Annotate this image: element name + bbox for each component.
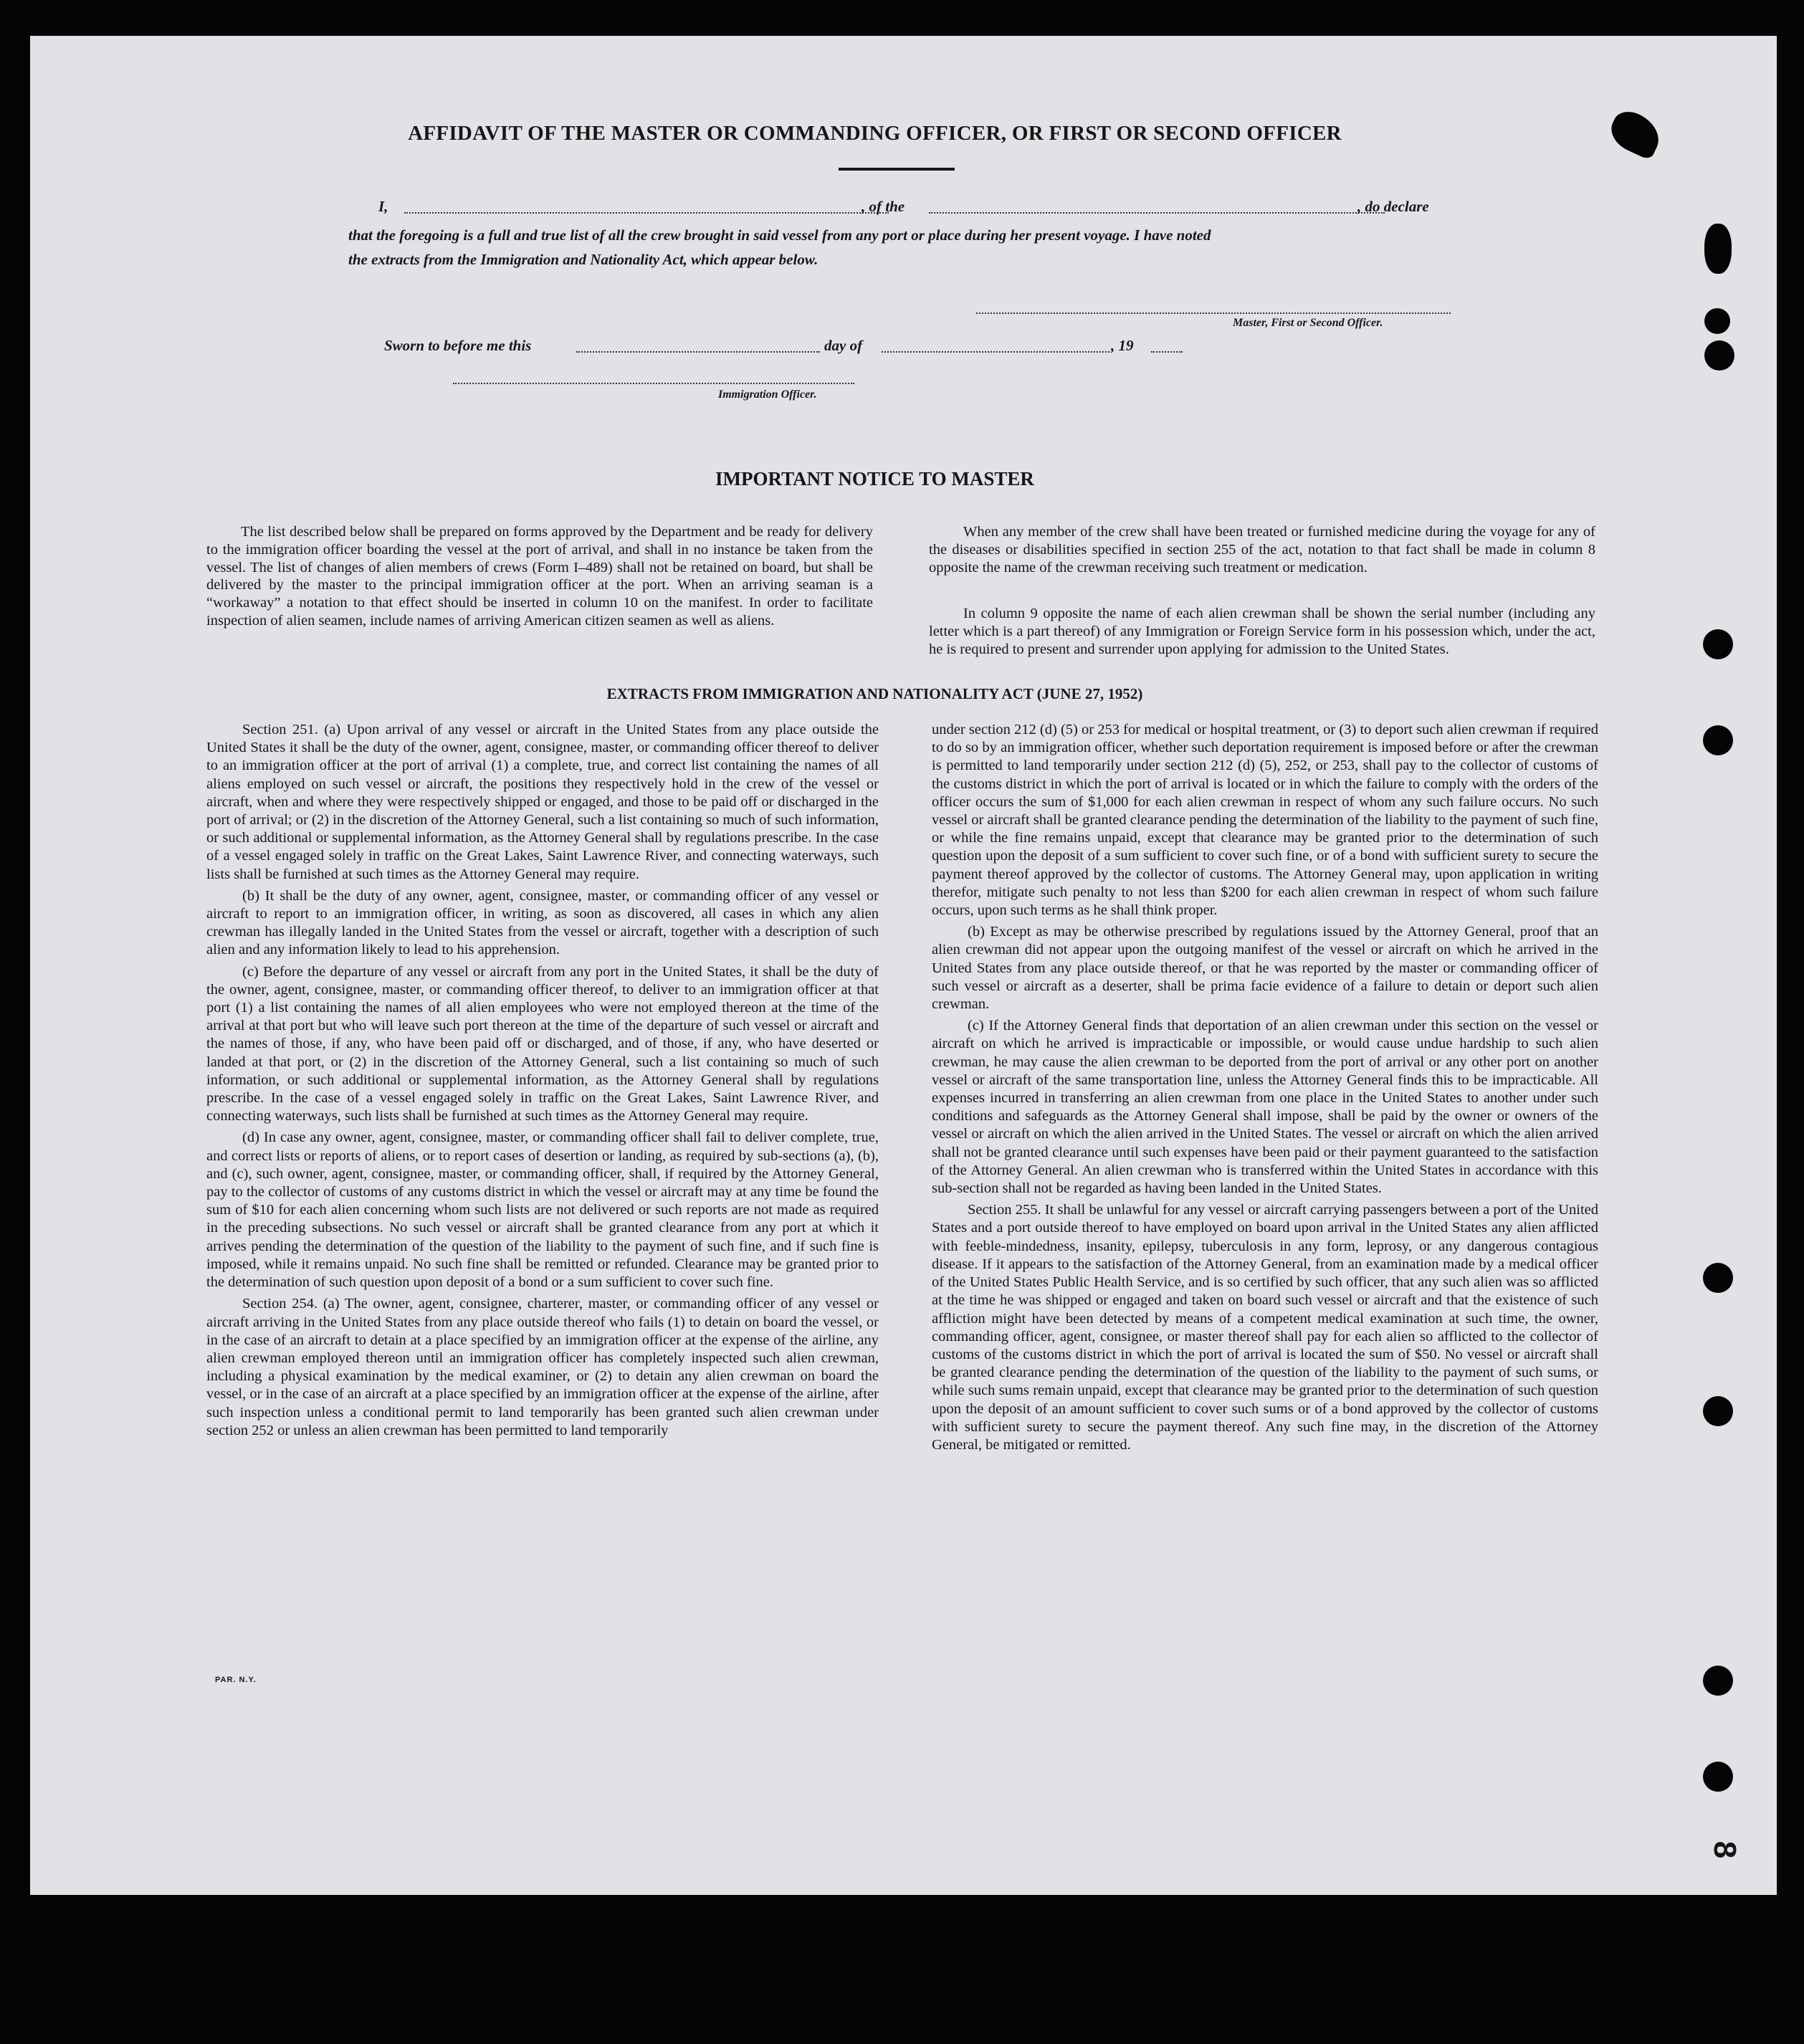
punch-hole bbox=[1704, 308, 1730, 334]
section-251-b: (b) It shall be the duty of any owner, agent, consignee, master, or commanding officer of any vessel or aircraft to report to an immigration officer, in writing, as soon as discovered, all cases in which any alien crewman has illegally landed in the United States from the vessel or aircraft, together with a description of such alien and any information likely to lead to his apprehension. bbox=[206, 887, 879, 958]
title-rule bbox=[839, 168, 955, 171]
section-254-a-continued: under section 212 (d) (5) or 253 for medical or hospital treatment, or (3) to deport such alien crewman if required to do so by an immigration officer, whether such deportation requirement is imposed before or after the crewman is permitted to land temporarily under section 212 (d) (5), 252, or 253, shall pay to the collector of customs of the customs district in which the port of arrival is located or in which the failure to comply with the orders of the officer occurs the sum of $1,000 for each alien crewman in respect of whom any such failure occurs. No such vessel or aircraft shall be granted clearance pending the determination of the liability to the payment of such fine, or while the fine remains unpaid, except that clearance may be granted prior to the determination of such question upon the deposit of a sum sufficient to cover such fine, or of a bond with sufficient surety to secure the payment thereof approved by the collector of customs. The Attorney General may, upon application in writing therefor, mitigate such penalty to not less than $200 for each alien crewman in respect of whom such failure occurs, upon such terms as he shall think proper. bbox=[932, 722, 1598, 919]
page-number: 8 bbox=[1707, 1840, 1743, 1859]
document-page bbox=[30, 36, 1777, 1895]
name-blank[interactable] bbox=[404, 212, 889, 214]
notice-right-paragraph-2: In column 9 opposite the name of each alien crewman shall be shown the serial number (including any letter which is a part thereof) of any Immigration or Foreign Service form in his possession which, under the act, he is required to present and surrender upon applying for admission to the United States. bbox=[929, 606, 1595, 657]
officer-signature-label: Immigration Officer. bbox=[718, 388, 817, 401]
punch-hole bbox=[1703, 1762, 1733, 1792]
master-signature-blank[interactable] bbox=[976, 312, 1451, 314]
extracts-title: EXTRACTS FROM IMMIGRATION AND NATIONALITY ACT (JUNE 27, 1952) bbox=[606, 685, 1143, 702]
do-declare-label: , do declare bbox=[1357, 198, 1429, 215]
notice-left-paragraph: The list described below shall be prepared on forms approved by the Department and be ready for delivery to the immigration officer boarding the vessel at the port of arrival, and shall in no instance be taken from the vessel. The list of changes of alien members of crews (Form I–489) shall not be retained on board, but shall be delivered by the master to the principal immigration officer at the port. When an arriving seaman is a “workaway” a notation to that effect should be inserted in column 10 on the manifest. In order to facilitate inspection of alien seamen, include names of arriving American citizen seamen as well as aliens. bbox=[206, 524, 873, 629]
section-254-c: (c) If the Attorney General finds that deportation of an alien crewman under this section on the vessel or aircraft on which he arrived is impracticable or impossible, or would cause undue hardship to such alien crewman, he may cause the alien crewman to be deported from the port of arrival or any other port on another vessel or aircraft of the same transportation line, unless the Attorney General finds this to be impracticable. All expenses incurred in transferring an alien crewman from one place in the United States to another under such conditions and safeguards as the Attorney General shall impose, shall be paid by the owner or owners of the vessel or aircraft on which the alien arrived in the United States. The vessel or aircraft on which the alien arrived shall not be granted clearance until such expenses have been paid or their payment guaranteed to the satisfaction of the Attorney General. An alien crewman who is transferred within the United States in accordance with this sub-section shall not be regarded as having been landed in the United States. bbox=[932, 1018, 1598, 1197]
punch-hole bbox=[1703, 1666, 1733, 1696]
affidavit-title: AFFIDAVIT OF THE MASTER OR COMMANDING OFFICER, OR FIRST OR SECOND OFFICER bbox=[408, 122, 1342, 145]
notice-title: IMPORTANT NOTICE TO MASTER bbox=[715, 468, 1034, 489]
punch-hole bbox=[1703, 725, 1733, 755]
section-255: Section 255. It shall be unlawful for any vessel or aircraft carrying passengers between a port of the United States and a port outside thereof to have employed on board upon arrival in the United States any alien afflicted with feeble-mindedness, insanity, epilepsy, tuberculosis in any form, leprosy, or any dangerous contagious disease. If it appears to the satisfaction of the Attorney General, from an examination made by a medical officer of the United States Public Health Service, and is so certified by such officer, that any such alien was so afflicted at the time he was shipped or engaged and taken on board such vessel or aircraft and that the existence of such affliction might have been detected by means of a competent medical examination at such time, the owner, commanding officer, agent, consignee, or master thereof shall pay for each alien so afflicted to the collector of customs of the customs district in which the port of arrival is located the sum of $50. No vessel or aircraft shall be granted clearance pending the determination of the question of the liability to the payment of such sums, or while such sums remain unpaid, except that clearance may be granted prior to the determination of such question upon the deposit of an amount sufficient to cover such sums or of a bond approved by the collector of customs with sufficient surety to secure the payment thereof. Any such fine may, in the discretion of the Attorney General, be mitigated or remitted. bbox=[932, 1202, 1598, 1453]
section-254-a: Section 254. (a) The owner, agent, consignee, charterer, master, or commanding officer of any vessel or aircraft arriving in the United States from any place outside thereof who fails (1) to detain on board the vessel, or in the case of an aircraft to detain at a place specified by an immigration officer at the expense of the airline, any alien crewman employed thereon until an immigration officer has completely inspected such alien crewman, including a physical examination by the medical examiner, or (2) to detain any alien crewman on board the vessel, or in the case of an aircraft at a place specified by an immigration officer at the expense of the airline, after such inspection unless a conditional permit to land temporarily has been granted such alien crewman under section 252 or unless an alien crewman has been permitted to land temporarily bbox=[206, 1296, 879, 1438]
declaration-line-2: the extracts from the Immigration and Nationality Act, which appear below. bbox=[348, 251, 819, 268]
section-254-b: (b) Except as may be otherwise prescribed by regulations issued by the Attorney General, proof that an alien crewman did not appear upon the outgoing manifest of the vessel or aircraft on which he arrived in the United States from any place outside thereof, or that he was reported by the master or commanding officer of such vessel or aircraft as a deserter, shall be prima facie evidence of a failure to detain or deport such alien crewman. bbox=[932, 924, 1598, 1013]
extracts-left-column bbox=[206, 721, 879, 1443]
year-label: , 19 bbox=[1111, 337, 1134, 354]
i-label: I, bbox=[378, 198, 388, 215]
punch-hole bbox=[1703, 1263, 1733, 1293]
punch-hole bbox=[1704, 340, 1734, 371]
punch-hole bbox=[1704, 224, 1732, 274]
day-of-label: day of bbox=[824, 337, 863, 354]
officer-signature-blank[interactable] bbox=[453, 383, 854, 384]
sworn-label: Sworn to before me this bbox=[384, 337, 532, 354]
declaration-line-1: that the foregoing is a full and true list of all the crew brought in said vessel from any port or place during her present voyage. I have noted bbox=[348, 226, 1211, 244]
extracts-right-column bbox=[932, 721, 1598, 1458]
printer-mark: PAR. N.Y. bbox=[215, 1676, 257, 1684]
notice-right-paragraph-1: When any member of the crew shall have been treated or furnished medicine during the voyage for any of the diseases or disabilities specified in section 255 of the act, notation to that fact shall be made in column 8 opposite the name of the crewman receiving such treatment or medication. bbox=[929, 524, 1595, 576]
sworn-day-blank[interactable] bbox=[576, 351, 820, 353]
section-251-d: (d) In case any owner, agent, consignee, master, or commanding officer shall fail to deliver complete, true, and correct lists or reports of aliens, or to report cases of desertion or landing, as required by sub-sections (a), (b), and (c), such owner, agent, consignee, master, or commanding officer, shall, if required by the Attorney General, pay to the collector of customs of any customs district in which the vessel or aircraft may at any time be found the sum of $10 for each alien concerning whom such lists are not delivered or such reports are not made as required in the preceding subsections. No such vessel or aircraft shall be granted clearance from any port at which it arrives pending the determination of the question of the liability to the payment of such fine, and if such fine is imposed, while it remains unpaid. No such fine shall be remitted or refunded. Clearance may be granted prior to the determination of such question upon deposit of a bond or a sum sufficient to cover such fine. bbox=[206, 1130, 879, 1291]
sworn-month-blank[interactable] bbox=[882, 351, 1109, 353]
of-the-label: , of the bbox=[862, 198, 905, 215]
master-signature-label: Master, First or Second Officer. bbox=[1233, 317, 1383, 329]
section-251-a: Section 251. (a) Upon arrival of any vessel or aircraft in the United States from any place outside the United States it shall be the duty of the owner, agent, consignee, master, or commanding officer thereof to deliver to an immigration officer at the port of arrival (1) a complete, true, and correct list containing the names of all aliens employed on such vessel or aircraft, the positions they respectively hold in the crew of the vessel or aircraft, when and where they were respectively shipped or engaged, and those to be paid off or discharged in the port of arrival; or (2) in the discretion of the Attorney General, such a list containing so much of such information, or such additional or supplemental information, as the Attorney General shall by regulations prescribe. In the case of a vessel engaged solely in traffic on the Great Lakes, Saint Lawrence River, and connecting waterways, such lists shall be furnished at such times as the Attorney General may require. bbox=[206, 722, 879, 882]
punch-hole bbox=[1703, 629, 1733, 659]
sworn-year-blank[interactable] bbox=[1151, 351, 1183, 353]
vessel-blank[interactable] bbox=[929, 212, 1385, 214]
section-251-c: (c) Before the departure of any vessel or aircraft from any port in the United States, it shall be the duty of the owner, agent, consignee, master, or commanding officer thereof, to deliver to an immigration officer at that port (1) a list containing the names of all alien employees who were not employed thereon at the time of the arrival at that port but who will leave such port thereon at the time of the departure of such vessel or aircraft and the names of those, if any, who have been paid off or discharged, and of those, if any, who have deserted or landed at that port, or (2) in the discretion of the Attorney General, such a list containing so much of such information, or such additional or supplemental information, as the Attorney General shall by regulations prescribe. In the case of a vessel engaged solely in traffic on the Great Lakes, Saint Lawrence River, and connecting waterways, such lists shall be furnished at such times as the Attorney General may require. bbox=[206, 963, 879, 1124]
punch-hole bbox=[1703, 1396, 1733, 1426]
